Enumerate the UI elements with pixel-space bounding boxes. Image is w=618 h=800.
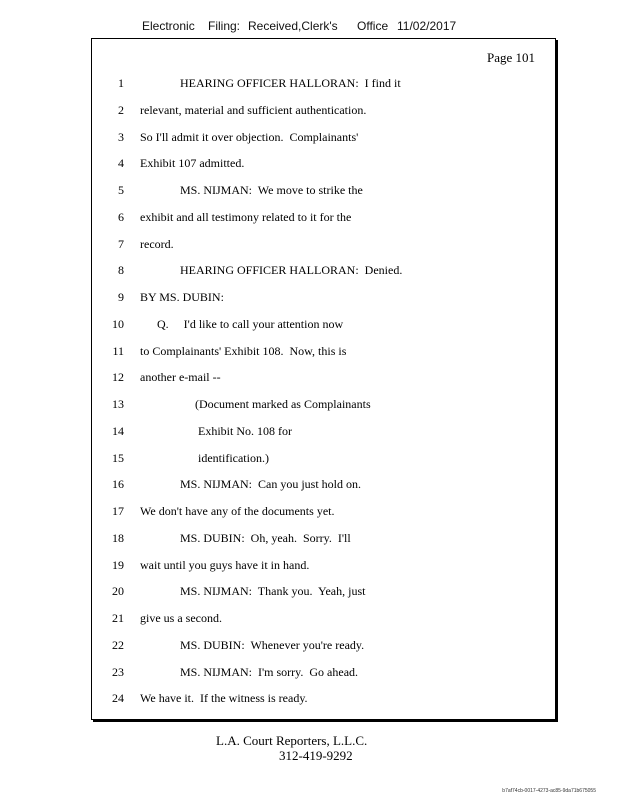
filing-header-office: Office xyxy=(357,19,389,33)
line-number: 22 xyxy=(112,637,124,652)
line-text: HEARING OFFICER HALLORAN: Denied. xyxy=(180,263,403,278)
line-number: 23 xyxy=(112,664,124,679)
line-number: 3 xyxy=(118,129,124,144)
line-number: 14 xyxy=(112,423,124,438)
line-text: exhibit and all testimony related to it for the xyxy=(140,209,352,224)
line-number: 6 xyxy=(118,209,124,224)
line-number: 16 xyxy=(112,477,124,492)
line-number: 10 xyxy=(112,316,124,331)
transcript-line xyxy=(92,504,555,522)
line-number: 4 xyxy=(118,156,124,171)
line-text: HEARING OFFICER HALLORAN: I find it xyxy=(180,76,401,90)
transcript-line xyxy=(92,611,555,629)
line-number: 19 xyxy=(112,557,124,572)
transcript-line xyxy=(92,477,555,495)
page-number: Page 101 xyxy=(486,50,535,65)
transcript-line xyxy=(92,638,555,656)
transcript-line xyxy=(92,183,555,201)
transcript-line xyxy=(92,558,555,576)
filing-header-filing: Filing: xyxy=(208,19,241,33)
line-text: record. xyxy=(140,236,174,251)
filing-header-date: 11/02/2017 xyxy=(397,19,457,33)
line-number: 18 xyxy=(112,530,124,545)
transcript-line xyxy=(92,424,555,442)
line-number: 5 xyxy=(118,183,124,197)
filing-header-received: Received,Clerk's xyxy=(248,19,338,33)
line-number: 11 xyxy=(112,343,124,358)
line-number: 20 xyxy=(112,584,124,599)
line-number: 2 xyxy=(118,102,124,117)
transcript-line xyxy=(92,237,555,255)
transcript-line xyxy=(92,76,555,94)
line-number: 24 xyxy=(112,691,124,706)
line-text: Q. I'd like to call your attention now xyxy=(157,316,344,331)
reporter-phone: 312-419-9292 xyxy=(279,748,353,763)
line-text: (Document marked as Complainants xyxy=(195,397,371,411)
line-text: We have it. If the witness is ready. xyxy=(140,691,308,706)
transcript-line xyxy=(92,344,555,362)
line-text: MS. NIJMAN: We move to strike the xyxy=(180,183,363,197)
transcript-line xyxy=(92,210,555,228)
transcript-line xyxy=(92,130,555,148)
line-text: MS. DUBIN: Whenever you're ready. xyxy=(180,637,365,652)
transcript-page xyxy=(91,38,556,720)
line-text: MS. NIJMAN: Can you just hold on. xyxy=(180,477,362,492)
line-number: 12 xyxy=(112,370,124,385)
transcript-line xyxy=(92,156,555,174)
line-text: relevant, material and sufficient authentication. xyxy=(140,102,367,117)
line-number: 8 xyxy=(118,263,124,278)
line-text: We don't have any of the documents yet. xyxy=(140,504,335,518)
line-text: BY MS. DUBIN: xyxy=(140,290,224,304)
transcript-line xyxy=(92,584,555,602)
transcript-line xyxy=(92,397,555,415)
transcript-line xyxy=(92,290,555,308)
line-text: Exhibit No. 108 for xyxy=(198,423,292,438)
transcript-line xyxy=(92,370,555,388)
line-number: 9 xyxy=(118,290,124,304)
transcript-line xyxy=(92,531,555,549)
line-text: to Complainants' Exhibit 108. Now, this is xyxy=(140,343,347,358)
transcript-line xyxy=(92,451,555,469)
reporter-company: L.A. Court Reporters, L.L.C. xyxy=(216,733,368,748)
transcript-line xyxy=(92,103,555,121)
line-text: identification.) xyxy=(198,450,269,465)
transcript-line xyxy=(92,691,555,709)
transcript-line xyxy=(92,263,555,281)
document-hash: b7af74cb-0017-4273-ac85-9da71b675055 xyxy=(502,788,596,794)
line-number: 13 xyxy=(112,397,124,411)
transcript-line xyxy=(92,665,555,683)
line-number: 15 xyxy=(112,450,124,465)
line-text: So I'll admit it over objection. Complainants' xyxy=(140,129,359,144)
line-text: MS. DUBIN: Oh, yeah. Sorry. I'll xyxy=(180,530,351,545)
line-number: 21 xyxy=(112,611,124,625)
line-number: 7 xyxy=(118,236,124,251)
line-text: wait until you guys have it in hand. xyxy=(140,557,310,572)
line-text: MS. NIJMAN: Thank you. Yeah, just xyxy=(180,584,366,599)
line-text: another e-mail -- xyxy=(140,370,221,385)
filing-header-electronic: Electronic xyxy=(142,19,195,33)
line-text: give us a second. xyxy=(140,611,222,625)
transcript-line xyxy=(92,317,555,335)
line-text: MS. NIJMAN: I'm sorry. Go ahead. xyxy=(180,664,359,679)
line-number: 17 xyxy=(112,504,124,518)
line-number: 1 xyxy=(118,76,124,90)
line-text: Exhibit 107 admitted. xyxy=(140,156,245,171)
